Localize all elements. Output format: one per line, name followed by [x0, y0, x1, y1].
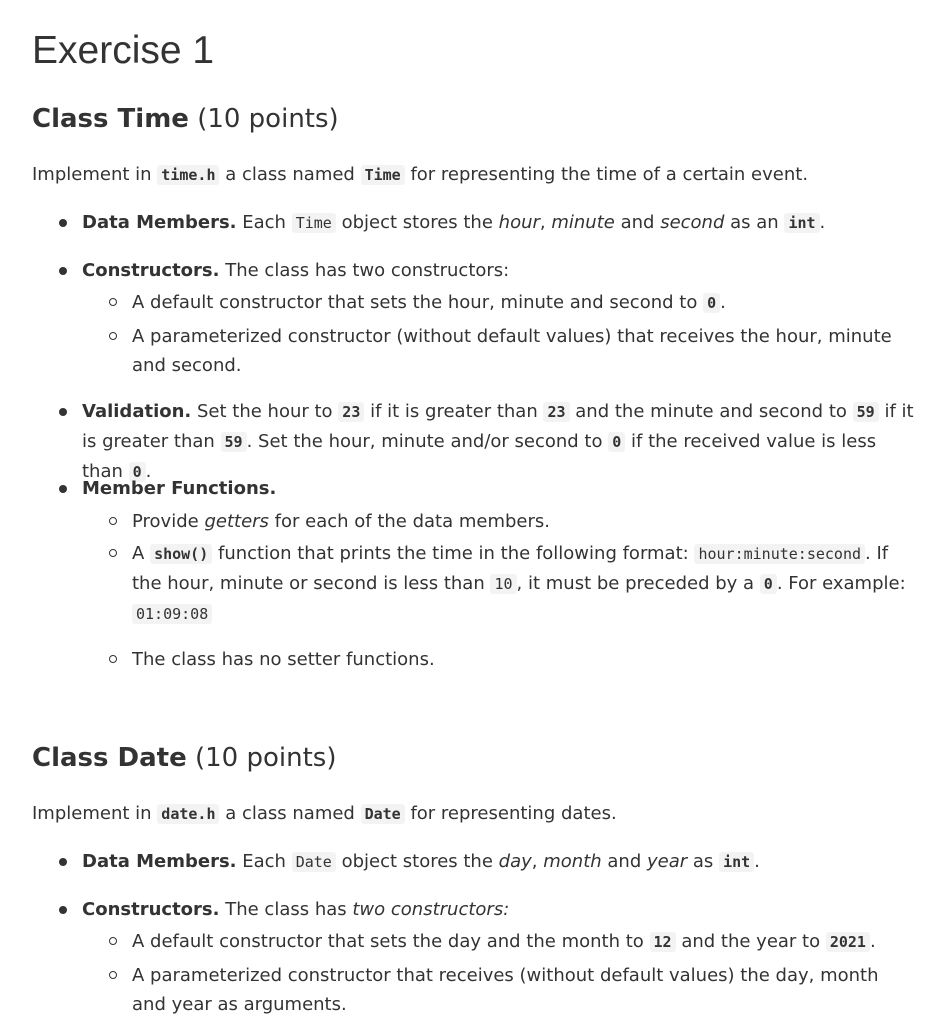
italic-text: getters	[204, 511, 269, 532]
text: a class named	[225, 164, 355, 185]
member-functions-sublist	[32, 507, 916, 536]
text: . If the hour, minute or second is less than	[132, 543, 889, 594]
inline-code: 2021	[826, 932, 870, 952]
time-intro	[32, 160, 916, 190]
member-functions-sublist-3	[32, 645, 916, 674]
text: A default constructor that sets the hour, minute and second to	[132, 292, 698, 313]
inline-code: 0	[760, 574, 777, 594]
text: Each	[242, 212, 286, 233]
item-label: Validation.	[82, 401, 192, 422]
section-heading-date-bold: Class Date	[32, 743, 187, 773]
text: , it must be preceded by a	[516, 573, 755, 594]
list-item-constructors	[32, 256, 916, 285]
inline-code: 0	[129, 462, 146, 482]
inline-code: int	[719, 852, 754, 872]
text: as	[692, 851, 714, 872]
date-intro	[32, 799, 916, 829]
section-heading-time-bold: Class Time	[32, 104, 189, 134]
inline-code: 01:09:08	[132, 604, 212, 624]
text: and	[620, 212, 655, 233]
text: .	[869, 931, 876, 952]
inline-code: Time	[292, 213, 336, 233]
text: The class has two constructors:	[225, 260, 510, 281]
italic-text: year	[647, 851, 688, 872]
italic-text: two constructors:	[352, 899, 510, 920]
inline-code: show()	[150, 544, 212, 564]
text: and	[607, 851, 642, 872]
text: .	[145, 461, 152, 482]
date-list	[32, 847, 916, 877]
section-heading-time	[32, 104, 339, 134]
constructors-sublist-2	[32, 322, 916, 380]
text: for representing the time of a certain event.	[410, 164, 809, 185]
text: The class has	[225, 899, 347, 920]
file-name-code: time.h	[157, 165, 219, 185]
list-item-data-members	[32, 208, 916, 238]
italic-text: hour	[498, 212, 540, 233]
sublist-item-date-param-ctor: A parameterized constructor that receives (without default values) the day, month and year as arguments.	[32, 961, 916, 1019]
text: Implement in	[32, 803, 152, 824]
italic-text: month	[543, 851, 602, 872]
italic-text: second	[660, 212, 725, 233]
sublist-item-no-setter: The class has no setter functions.	[32, 645, 916, 674]
sublist-item-show	[32, 539, 916, 629]
section-heading-date-points: (10 points)	[195, 743, 337, 773]
inline-code: 59	[853, 402, 879, 422]
list-item-date-constructors	[32, 895, 916, 924]
date-constructors-sublist	[32, 927, 916, 957]
list-item-date-data-members	[32, 847, 916, 877]
text: . Set the hour, minute and/or second to	[246, 431, 603, 452]
text: .	[819, 212, 826, 233]
date-constructors-sublist-2	[32, 961, 916, 1019]
text: for each of the data members.	[274, 511, 550, 532]
sublist-item-getters	[32, 507, 916, 536]
text: and the year to	[681, 931, 821, 952]
inline-code: 23	[543, 402, 569, 422]
text: Set the hour to	[197, 401, 333, 422]
inline-code: hour:minute:second	[694, 544, 865, 564]
text: ,	[539, 212, 546, 233]
time-list	[32, 208, 916, 238]
inline-code: 10	[490, 574, 516, 594]
sublist-item-default-ctor	[32, 288, 916, 318]
italic-text: day	[498, 851, 532, 872]
text: if it is greater than	[82, 401, 914, 452]
text: Implement in	[32, 164, 152, 185]
text: object stores the	[341, 851, 493, 872]
sublist-item-date-default-ctor	[32, 927, 916, 957]
inline-code: 59	[221, 432, 247, 452]
list-item-member-functions	[32, 474, 916, 503]
inline-code: 23	[338, 402, 364, 422]
inline-code: 0	[703, 293, 720, 313]
class-name-code: Time	[361, 165, 405, 185]
section-heading-time-points: (10 points)	[197, 104, 339, 134]
time-list-constructors	[32, 256, 916, 285]
text: ,	[531, 851, 538, 872]
item-label: Constructors.	[82, 260, 220, 281]
text: A default constructor that sets the day and the month to	[132, 931, 644, 952]
inline-code: Date	[292, 852, 336, 872]
date-list-constructors	[32, 895, 916, 924]
item-label: Data Members.	[82, 212, 237, 233]
sublist-item-param-ctor: A parameterized constructor (without default values) that receives the hour, minute and second.	[32, 322, 916, 380]
text: Provide	[132, 511, 199, 532]
text: as an	[730, 212, 779, 233]
page-title: Exercise 1	[32, 29, 215, 72]
text: .	[754, 851, 760, 872]
text: function that prints the time in the following format:	[217, 543, 689, 564]
time-list-member-functions	[32, 474, 916, 503]
inline-code: int	[784, 213, 819, 233]
text: and the minute and second to	[575, 401, 847, 422]
item-label: Data Members.	[82, 851, 237, 872]
text: . For example:	[776, 573, 906, 594]
constructors-sublist	[32, 288, 916, 318]
item-label: Constructors.	[82, 899, 220, 920]
text: if the received value is less than	[82, 431, 877, 482]
text: object stores the	[341, 212, 493, 233]
text: A	[132, 543, 145, 564]
inline-code: 12	[650, 932, 676, 952]
inline-code: 0	[608, 432, 625, 452]
text: a class named	[225, 803, 355, 824]
file-name-code: date.h	[157, 804, 219, 824]
text: if it is greater than	[370, 401, 538, 422]
italic-text: minute	[551, 212, 615, 233]
class-name-code: Date	[361, 804, 405, 824]
item-label: Member Functions.	[82, 478, 277, 499]
member-functions-sublist-2	[32, 539, 916, 629]
text: Each	[242, 851, 286, 872]
text: for representing dates.	[410, 803, 617, 824]
text: .	[720, 292, 726, 313]
section-heading-date	[32, 743, 337, 773]
